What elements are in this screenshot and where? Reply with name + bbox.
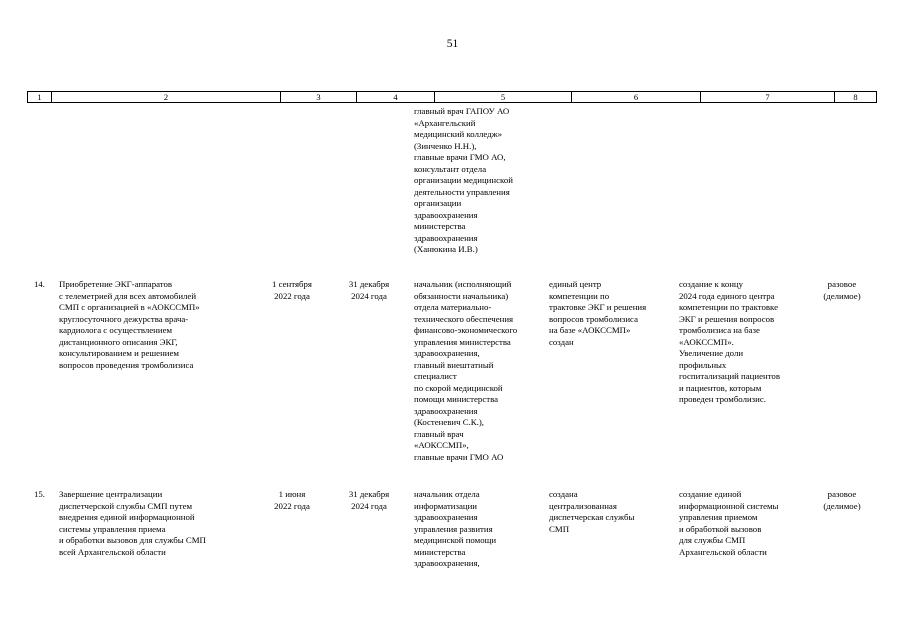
header-col-8: 8 — [853, 92, 858, 102]
header-col-5: 5 — [435, 92, 572, 102]
header-col-2: 2 — [52, 92, 281, 102]
page-number: 51 — [446, 38, 459, 50]
header-col-7: 7 — [701, 92, 835, 102]
end-date: 31 декабря 2024 года — [348, 279, 390, 301]
table-header-row — [27, 91, 877, 103]
effect-text: создание единой информационной системы управления приемом и обработкой вызовов для службы СМП Архангельской области — [679, 489, 779, 557]
event-type: разовое (делимое) — [823, 489, 861, 511]
result-text: создана централизованная диспетчерская службы СМП — [549, 489, 635, 534]
header-col-4: 4 — [357, 92, 435, 102]
row-number: 15. — [34, 489, 45, 499]
end-date: 31 декабря 2024 года — [348, 489, 390, 511]
result-text: единый центр компетенции по трактовке ЭКГ и решения вопросов тромболизиса на базе «АОКССМП» создан — [549, 279, 647, 347]
continuation-responsible: главный врач ГАПОУ АО «Архангельский медицинский колледж» (Зинченко Н.Н.), главные врачи ГМО АО, консультант отдела организации медицинской деятельности управления организации здравоохранения министерства здравоохранения (Ханюкина И.В.) — [414, 106, 513, 254]
header-col-6: 6 — [572, 92, 701, 102]
effect-text: создание к концу 2024 года единого центра компетенции по трактовке ЭКГ и решения вопросов тромболизиса на базе «АОКССМП». Увеличение доли профильных госпитализаций пациентов и пациентов, которым проведен тромболизис. — [679, 279, 780, 404]
measure-text: Приобретение ЭКГ-аппаратов с телеметрией для всех автомобилей СМП с организацией в «АОКССМП» круглосуточного дежурства врача- кардиолога с осуществлением дистанционного описания ЭКГ, консультированием и решением вопросов проведения тромболизиса — [59, 279, 200, 370]
event-type: разовое (делимое) — [823, 279, 861, 301]
responsible-text: начальник (исполняющий обязанности начальника) отдела материально- технического обеспечения финансово-экономического управления министерства здравоохранения, главный внештатный специалист по скорой медицинской помощи министерства здравоохранения (Костеневич С.К.), главный врач «АОКССМП», главные врачи ГМО АО — [414, 279, 518, 462]
measure-text: Завершение централизации диспетчерской службы СМП путем внедрения единой информационной системы управления приема и обработки вызовов для службы СМП всей Архангельской области — [59, 489, 206, 557]
header-col-1: 1 — [28, 92, 52, 102]
start-date: 1 июня 2022 года — [274, 489, 310, 511]
row-number: 14. — [34, 279, 45, 289]
start-date: 1 сентября 2022 года — [272, 279, 312, 301]
header-col-3: 3 — [281, 92, 357, 102]
responsible-text: начальник отдела информатизации здравоохранения управления развития медицинской помощи министерства здравоохранения, — [414, 489, 497, 568]
